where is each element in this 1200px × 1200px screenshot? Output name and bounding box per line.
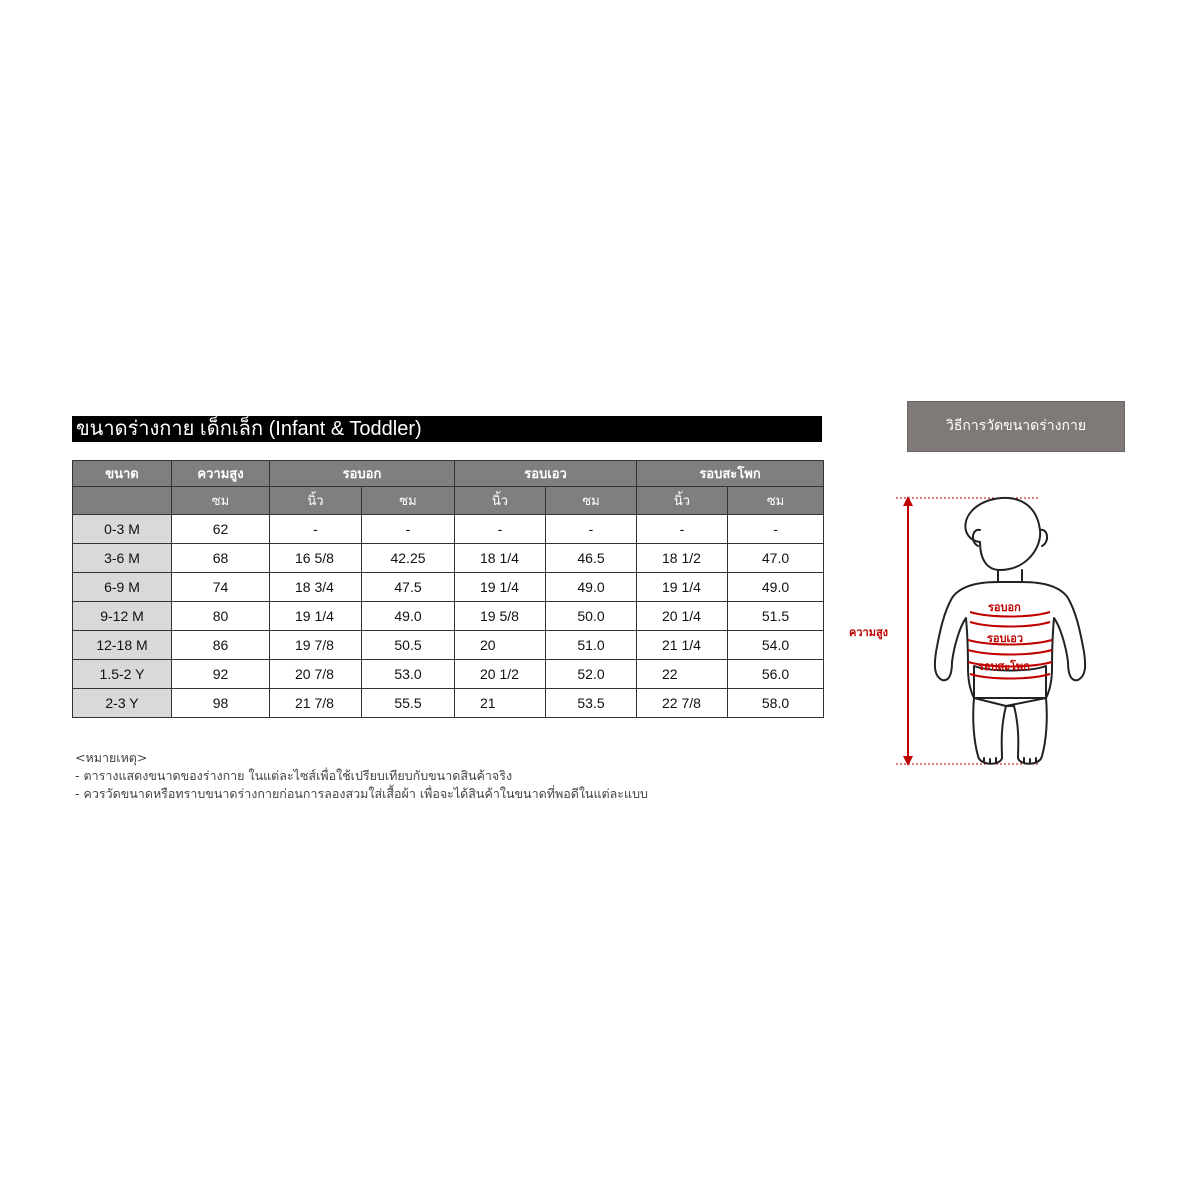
chest-inch-cell: 19 7/8	[270, 631, 362, 660]
size-cell: 3-6 M	[73, 544, 172, 573]
waist-band-bottom	[968, 650, 1052, 655]
waist-label: รอบเอว	[987, 632, 1024, 645]
chest-inch-cell: 20 7/8	[270, 660, 362, 689]
waist-cm-cell: 50.0	[546, 602, 637, 631]
hip-cm-cell: 58.0	[728, 689, 824, 718]
height-cell: 68	[172, 544, 270, 573]
chest-cm-cell: 49.0	[362, 602, 455, 631]
chest-cm-cell: 50.5	[362, 631, 455, 660]
baby-legs	[973, 698, 1047, 764]
size-cell: 6-9 M	[73, 573, 172, 602]
hip-inch-cell: 18 1/2	[637, 544, 728, 573]
chest-inch-cell: 21 7/8	[270, 689, 362, 718]
hip-inch-cell: 21 1/4	[637, 631, 728, 660]
height-cell: 80	[172, 602, 270, 631]
hip-cm-cell: 47.0	[728, 544, 824, 573]
hip-label: รอบสะโพก	[978, 660, 1030, 673]
baby-head	[965, 498, 1040, 570]
chest-cm-cell: 55.5	[362, 689, 455, 718]
hip-cm-cell: 56.0	[728, 660, 824, 689]
size-cell: 1.5-2 Y	[73, 660, 172, 689]
waist-cm-unit: ซม	[546, 487, 637, 515]
table-row	[73, 631, 824, 660]
waist-header: รอบเอว	[455, 461, 637, 487]
height-cell: 86	[172, 631, 270, 660]
chest-band-bottom	[970, 622, 1050, 627]
waist-inch-cell: -	[455, 515, 546, 544]
hip-header: รอบสะโพก	[637, 461, 824, 487]
height-label: ความสูง	[849, 626, 889, 639]
size-cell: 2-3 Y	[73, 689, 172, 718]
table-row	[73, 515, 824, 544]
waist-cm-cell: 46.5	[546, 544, 637, 573]
waist-cm-cell: 51.0	[546, 631, 637, 660]
baby-neck	[998, 570, 1022, 582]
size-cell: 12-18 M	[73, 631, 172, 660]
waist-cm-cell: -	[546, 515, 637, 544]
hip-inch-cell: 19 1/4	[637, 573, 728, 602]
chest-inch-cell: 16 5/8	[270, 544, 362, 573]
chest-inch-cell: 18 3/4	[270, 573, 362, 602]
waist-inch-cell: 19 5/8	[455, 602, 546, 631]
table-row	[73, 573, 824, 602]
chart-title: ขนาดร่างกาย เด็กเล็ก (Infant & Toddler)	[72, 416, 822, 442]
size-cell: 9-12 M	[73, 602, 172, 631]
waist-cm-cell: 52.0	[546, 660, 637, 689]
hip-cm-cell: 54.0	[728, 631, 824, 660]
size-header: ขนาด	[73, 461, 172, 487]
chest-cm-cell: 47.5	[362, 573, 455, 602]
table-row	[73, 602, 824, 631]
height-unit: ซม	[172, 487, 270, 515]
hip-inch-unit: นิ้ว	[637, 487, 728, 515]
chest-header: รอบอก	[270, 461, 455, 487]
height-cell: 74	[172, 573, 270, 602]
chest-cm-cell: 42.25	[362, 544, 455, 573]
hip-inch-cell: 22 7/8	[637, 689, 728, 718]
height-cell: 92	[172, 660, 270, 689]
hip-cm-unit: ซม	[728, 487, 824, 515]
waist-inch-cell: 18 1/4	[455, 544, 546, 573]
left-ear	[973, 530, 980, 546]
table-row	[73, 660, 824, 689]
unit-header-row	[73, 487, 824, 515]
waist-inch-unit: นิ้ว	[455, 487, 546, 515]
chest-inch-cell: 19 1/4	[270, 602, 362, 631]
hip-inch-cell: 22	[637, 660, 728, 689]
height-cell: 62	[172, 515, 270, 544]
how-to-measure-button[interactable]: วิธีการวัดขนาดร่างกาย	[907, 401, 1125, 452]
size-cell: 0-3 M	[73, 515, 172, 544]
chest-cm-unit: ซม	[362, 487, 455, 515]
chest-cm-cell: -	[362, 515, 455, 544]
table-body	[73, 515, 824, 718]
size-table	[72, 460, 824, 718]
size-unit-blank	[73, 487, 172, 515]
hip-inch-cell: -	[637, 515, 728, 544]
table-row	[73, 689, 824, 718]
waist-cm-cell: 49.0	[546, 573, 637, 602]
hip-cm-cell: 49.0	[728, 573, 824, 602]
hip-cm-cell: -	[728, 515, 824, 544]
waist-inch-cell: 20	[455, 631, 546, 660]
waist-inch-cell: 21	[455, 689, 546, 718]
notes-heading: <หมายเหตุ>	[75, 750, 148, 765]
notes	[75, 749, 648, 803]
table-row	[73, 544, 824, 573]
height-cell: 98	[172, 689, 270, 718]
chest-label: รอบอก	[988, 601, 1021, 614]
chest-inch-unit: นิ้ว	[270, 487, 362, 515]
waist-inch-cell: 19 1/4	[455, 573, 546, 602]
waist-inch-cell: 20 1/2	[455, 660, 546, 689]
group-header-row	[73, 461, 824, 487]
waist-cm-cell: 53.5	[546, 689, 637, 718]
height-header: ความสูง	[172, 461, 270, 487]
notes-line-1: - ตารางแสดงขนาดของร่างกาย ในแต่ละไซส์เพื่อใช้เปรียบเทียบกับขนาดสินค้าจริง	[75, 768, 513, 783]
measurement-figure	[840, 490, 1180, 775]
hip-inch-cell: 20 1/4	[637, 602, 728, 631]
chest-inch-cell: -	[270, 515, 362, 544]
hip-cm-cell: 51.5	[728, 602, 824, 631]
chest-cm-cell: 53.0	[362, 660, 455, 689]
notes-line-2: - ควรวัดขนาดหรือทราบขนาดร่างกายก่อนการลองสวมใส่เสื้อผ้า เพื่อจะได้สินค้าในขนาดที่พอดีในแต่ละแบบ	[75, 786, 648, 801]
